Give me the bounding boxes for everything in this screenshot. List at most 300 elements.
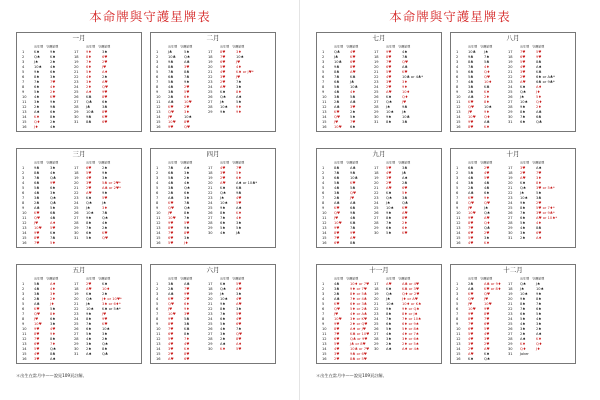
guardian-card: 8♠ <box>50 115 56 119</box>
guardian-card: J♦ <box>50 302 55 306</box>
guardian-card: K♣ <box>484 85 490 89</box>
guardian-card: K♦ <box>484 241 490 245</box>
day: 10 <box>22 211 27 215</box>
guardian-card: 9♦ <box>484 196 490 200</box>
guardian-card: 2♠ <box>102 166 108 170</box>
column-header <box>386 160 410 165</box>
day: 27 <box>208 216 213 220</box>
guardian-card: 2♠ <box>536 327 542 331</box>
day: 26 <box>508 327 513 331</box>
day: 8 <box>22 85 25 89</box>
guardian-card: 5♠ <box>350 115 356 119</box>
day: 29 <box>208 226 213 230</box>
day: 18 <box>208 171 213 175</box>
day: 10 <box>156 95 161 99</box>
guardian-card: A♣ <box>350 166 356 170</box>
birth-card: 3♥ <box>220 171 226 175</box>
day: 7 <box>22 80 25 84</box>
table-row <box>151 241 276 246</box>
table-row <box>451 241 576 246</box>
guardian-card: K♦ <box>484 90 490 94</box>
day: 6 <box>456 191 459 195</box>
day: 17 <box>208 166 213 170</box>
day: 19 <box>208 60 213 64</box>
day: 1 <box>156 166 159 170</box>
guardian-card: Q♣ <box>536 120 543 124</box>
page-title: 本命牌與守護星牌表 <box>389 9 511 24</box>
birth-card: 8♥ <box>468 317 474 321</box>
birth-card: K♥ <box>168 201 174 205</box>
guardian-card: 6♥ <box>484 322 490 326</box>
birth-card: 10♣ <box>86 110 94 114</box>
birth-card: 4♣ <box>468 176 474 180</box>
day: 1 <box>156 282 159 286</box>
day: 25 <box>374 206 379 210</box>
day: 24 <box>74 201 79 205</box>
day: 23 <box>208 312 213 316</box>
birth-card: Q♦ <box>520 347 527 351</box>
birth-card: 8♥ <box>220 50 226 54</box>
guardian-card: 9♣ <box>402 105 408 109</box>
day: 26 <box>374 327 379 331</box>
guardian-card: 3♥ <box>184 65 190 69</box>
day: 9 <box>322 90 325 94</box>
birth-card: 4♣ <box>168 181 174 185</box>
col-guard-header: 守護星牌 <box>232 44 245 49</box>
day: 10 <box>156 327 161 331</box>
birth-card: 5♥ <box>334 342 340 346</box>
day: 1 <box>322 166 325 170</box>
guardian-card: 2♠ <box>102 75 108 79</box>
birth-card: 8♠ <box>220 211 226 215</box>
birth-card: 9♠ <box>520 297 526 301</box>
guardian-card: A♦ or J♥ <box>350 327 366 331</box>
day: 20 <box>374 297 379 301</box>
guardian-card: 6♥ <box>102 55 108 59</box>
day: 15 <box>22 236 27 240</box>
guardian-card: 10♣ or 7♥ <box>350 347 370 351</box>
birth-card: 6♠ <box>86 327 92 331</box>
column-header <box>168 276 192 281</box>
birth-card: 6♠ <box>386 226 392 230</box>
birth-card: 5♣ <box>468 75 474 79</box>
guardian-card: 4♠ <box>50 125 56 129</box>
guardian-card: 7♣ <box>50 236 56 240</box>
day: 14 <box>456 347 461 351</box>
birth-card: K♣ <box>86 95 92 99</box>
guardian-card: 4♣ <box>484 186 490 190</box>
day: 9 <box>456 206 459 210</box>
birth-card: Q♥ <box>168 206 175 210</box>
birth-card: 6♣ <box>334 80 340 84</box>
guardian-card: 9♦ <box>50 332 56 336</box>
birth-card: 8♣ <box>468 60 474 64</box>
day: 9 <box>22 206 25 210</box>
month-name: 十二月 <box>503 266 523 274</box>
birth-card: 10♠ <box>520 196 528 200</box>
guardian-card: 3♠ <box>50 322 56 326</box>
day: 5 <box>22 186 25 190</box>
birth-card: 2♣ <box>468 90 474 94</box>
guardian-card: 4♥ <box>236 196 242 200</box>
guardian-card: J♠ <box>102 201 107 205</box>
birth-card: 10♠ <box>86 211 94 215</box>
guardian-card: A♣ <box>184 60 190 64</box>
day: 11 <box>156 332 161 336</box>
day: 30 <box>508 347 513 351</box>
guardian-card: 8♦ or 5♣ <box>350 292 367 296</box>
guardian-card: A♣ <box>484 120 490 124</box>
birth-card: 2♥ <box>386 85 392 89</box>
guardian-card: 2♦ or 5♠ <box>402 342 419 346</box>
guardian-card: Q♦ <box>536 342 543 346</box>
day: 21 <box>374 70 379 74</box>
day: 28 <box>374 337 379 341</box>
guardian-card: 6♣ <box>50 211 56 215</box>
day: 23 <box>208 196 213 200</box>
col-birth-header: 出生牌 <box>334 44 344 49</box>
guardian-card: 3♣ <box>402 120 408 124</box>
column-header <box>468 276 492 281</box>
day: 12 <box>156 221 161 225</box>
guardian-card: 6♣ or 9♣* <box>536 80 555 84</box>
guardian-card: 8♦ <box>50 312 56 316</box>
birth-card: 2♠ <box>520 332 526 336</box>
birth-card: 6♣ <box>168 171 174 175</box>
guardian-card: 6♠ or A♣* <box>536 75 555 79</box>
birth-card: 9♥ <box>386 50 392 54</box>
guardian-card: 6♠ <box>50 186 56 190</box>
day: 25 <box>74 206 79 210</box>
guardian-card: J♦ or A♥ <box>402 297 418 301</box>
guardian-card: 3♠ <box>50 75 56 79</box>
guardian-card: Q♥ <box>102 85 109 89</box>
birth-card: 4♥ <box>468 337 474 341</box>
birth-card: A♣ <box>168 100 174 104</box>
birth-card: 4♠ <box>386 332 392 336</box>
birth-card: 9♥ <box>334 322 340 326</box>
guardian-card: 4♣ <box>484 181 490 185</box>
day: 2 <box>156 287 159 291</box>
day: 20 <box>508 181 513 185</box>
day: 25 <box>508 322 513 326</box>
birth-card: 10♠ <box>386 302 394 306</box>
table-rows <box>17 50 142 130</box>
day: 13 <box>22 226 27 230</box>
birth-card: 10♠ <box>520 292 528 296</box>
col-birth-header: 出生牌 <box>334 276 344 281</box>
birth-card: 9♠ <box>86 216 92 220</box>
guardian-card: Q♥ <box>350 191 357 195</box>
guardian-card: Q♣ or 9♥ <box>350 337 368 341</box>
day: 2 <box>22 171 25 175</box>
column-header <box>34 276 58 281</box>
day: 25 <box>208 90 213 94</box>
guardian-card: 3♦ <box>184 110 190 114</box>
birth-card: 3♣ <box>334 191 340 195</box>
table-rows <box>17 282 142 362</box>
birth-card: 5♣ <box>468 171 474 175</box>
guardian-card: A♥ <box>102 80 108 84</box>
day: 2 <box>22 287 25 291</box>
guardian-card: 4♥ <box>50 327 56 331</box>
guardian-card: 9♣ <box>50 105 56 109</box>
guardian-card: 5♠ <box>50 307 56 311</box>
day: 6 <box>22 75 25 79</box>
birth-card: 8♠ <box>520 206 526 210</box>
guardian-card: 5♥ <box>236 347 242 351</box>
guardian-card: 6♣ <box>536 115 542 119</box>
birth-card: J♥ <box>34 317 39 321</box>
day: 6 <box>322 75 325 79</box>
birth-card: 2♥ <box>86 282 92 286</box>
birth-card: 6♣ <box>34 181 40 185</box>
birth-card: 4♣ <box>34 287 40 291</box>
guardian-card: Q♠ <box>102 216 109 220</box>
guardian-card: 4♣ <box>350 216 356 220</box>
guardian-card: K♣ <box>236 186 242 190</box>
guardian-card: 2♣ <box>402 181 408 185</box>
guardian-card: 5♥ <box>236 282 242 286</box>
guardian-card: 4♥ <box>350 50 356 54</box>
birth-card: 6♥ <box>468 231 474 235</box>
month-table <box>16 32 142 132</box>
month-name: 四月 <box>206 150 220 158</box>
guardian-card: K♥ <box>402 231 408 235</box>
day: 27 <box>74 100 79 104</box>
birth-card: J♥ <box>168 115 173 119</box>
guardian-card: Q♠ <box>50 196 57 200</box>
guardian-card: 6♦ <box>236 176 242 180</box>
month-name: 八月 <box>506 34 520 42</box>
birth-card: J♥ <box>168 307 173 311</box>
day: 9 <box>156 322 159 326</box>
day: 7 <box>322 196 325 200</box>
guardian-card: 7♠ <box>484 55 490 59</box>
day: 14 <box>156 115 161 119</box>
guardian-card: J♣ <box>350 80 355 84</box>
day: 10 <box>456 95 461 99</box>
day: 23 <box>74 80 79 84</box>
birth-card: 6♥ <box>168 332 174 336</box>
day: 23 <box>374 80 379 84</box>
day: 11 <box>156 100 161 104</box>
column-header <box>386 44 410 49</box>
birth-card: A♠ <box>34 110 40 114</box>
birth-card: 8♣ <box>86 120 92 124</box>
guardian-card: 5♠ <box>236 226 242 230</box>
guardian-card: 5♣ <box>184 317 190 321</box>
day: 27 <box>74 332 79 336</box>
birth-card: 3♣ <box>334 287 340 291</box>
day: 21 <box>74 70 79 74</box>
guardian-card: 4♦ or 7♠ <box>402 332 419 336</box>
day: 26 <box>374 95 379 99</box>
day: 15 <box>322 120 327 124</box>
day: 4 <box>322 181 325 185</box>
birth-card: 2♣ <box>468 186 474 190</box>
day: 13 <box>156 110 161 114</box>
guardian-card: 5♥ or 7♦* <box>536 206 555 210</box>
day: 20 <box>74 297 79 301</box>
col-guard-header: 守護星牌 <box>480 276 493 281</box>
guardian-card: 6♠ <box>350 125 356 129</box>
birth-card: J♠ <box>86 206 91 210</box>
guardian-card: 9♦ <box>184 307 190 311</box>
guardian-card: 8♠ <box>184 211 190 215</box>
birth-card: 8♦ <box>86 55 92 59</box>
day: 19 <box>74 176 79 180</box>
day: 14 <box>456 115 461 119</box>
birth-card: J♥ <box>468 206 473 210</box>
guardian-card: A♦ <box>102 70 108 74</box>
guardian-card: J♠ <box>484 206 489 210</box>
guardian-card: A♣ or 9♦ <box>484 282 502 286</box>
col-guard-header: 守護星牌 <box>98 160 111 165</box>
guardian-card: 4♥ <box>184 342 190 346</box>
guardian-card: 9♠ <box>184 80 190 84</box>
birth-card: 9♣ <box>86 115 92 119</box>
birth-card: 10♥ <box>168 216 176 220</box>
birth-card: 4♥ <box>468 241 474 245</box>
birth-card: 9♥ <box>468 312 474 316</box>
column-header <box>220 44 244 49</box>
guardian-card: 9♥ <box>50 181 56 185</box>
birth-card: 7♥ <box>34 241 40 245</box>
column-header <box>86 276 110 281</box>
guardian-card: 8♣ <box>536 60 542 64</box>
guardian-card: A♣ <box>350 100 356 104</box>
birth-card: A♦ <box>86 90 92 94</box>
column-header <box>386 276 410 281</box>
birth-card: 5♣ <box>334 85 340 89</box>
day: 11 <box>322 216 327 220</box>
birth-card: A♣ <box>34 206 40 210</box>
guardian-card: 7♠ <box>236 327 242 331</box>
day: 17 <box>208 50 213 54</box>
day: 2 <box>22 55 25 59</box>
col-birth-header: 出生牌 <box>520 160 530 165</box>
birth-card: J♥ <box>334 120 339 124</box>
birth-card: A♣ <box>334 297 340 301</box>
guardian-card: 9♦ or 7♥ <box>350 287 367 291</box>
day: 10 <box>22 327 27 331</box>
birth-card: 3♠ <box>386 337 392 341</box>
birth-card: Q♥ <box>468 201 475 205</box>
birth-card: 2♥ <box>468 347 474 351</box>
birth-card: 8♠ <box>386 312 392 316</box>
day: 27 <box>208 100 213 104</box>
day: 4 <box>456 181 459 185</box>
guardian-card: 9♣ <box>350 171 356 175</box>
col-birth-header: 出生牌 <box>468 276 478 281</box>
table-row <box>17 357 142 362</box>
guardian-card: A♣ <box>536 110 542 114</box>
guardian-card: Q♥ <box>484 201 491 205</box>
birth-card: 2♣ <box>468 282 474 286</box>
day: 20 <box>374 181 379 185</box>
guardian-card: J♦ or 10♥* <box>102 297 122 301</box>
day: 25 <box>508 206 513 210</box>
guardian-card: 10♦ <box>102 287 110 291</box>
birth-card: 9♥ <box>168 317 174 321</box>
guardian-card: J♣ <box>402 171 407 175</box>
birth-card: 3♠ <box>220 332 226 336</box>
guardian-card: J♥ <box>402 100 407 104</box>
guardian-card: 3♣ <box>184 322 190 326</box>
guardian-card: 8♥ <box>484 312 490 316</box>
guardian-card: 3♦ <box>536 176 542 180</box>
guardian-card: 7♦ or 4♣ <box>350 297 367 301</box>
birth-card: K♥ <box>468 100 474 104</box>
day: 5 <box>22 302 25 306</box>
birth-card: 6♠ <box>86 231 92 235</box>
birth-card: 6♠ <box>220 317 226 321</box>
birth-card: 2♥ <box>520 171 526 175</box>
guardian-card: 6♠ <box>102 100 108 104</box>
day: 3 <box>322 176 325 180</box>
day: 12 <box>456 105 461 109</box>
guardian-card: 5♣ <box>484 60 490 64</box>
column-header <box>34 44 58 49</box>
column-header <box>520 44 544 49</box>
col-guard-header: 守護星牌 <box>532 276 545 281</box>
table-row <box>451 357 576 362</box>
day: 9 <box>322 322 325 326</box>
day: 21 <box>508 302 513 306</box>
day: 14 <box>156 347 161 351</box>
guardian-card: 3♦ <box>236 50 242 54</box>
guardian-card: K♦ <box>184 347 190 351</box>
day: 29 <box>208 110 213 114</box>
birth-card: A♥ <box>220 181 226 185</box>
guardian-card: 7♣ <box>184 75 190 79</box>
day: 7 <box>156 312 159 316</box>
month-table <box>316 264 442 364</box>
guardian-card: A♥ or 10♠* <box>536 216 558 220</box>
day: 3 <box>22 176 25 180</box>
birth-card: K♦ <box>520 342 526 346</box>
birth-card: 5♥ <box>468 236 474 240</box>
birth-card: 9♠ <box>220 110 226 114</box>
guardian-card: 3♠ <box>184 171 190 175</box>
birth-card: 8♠ <box>386 216 392 220</box>
col-guard-header: 守護星牌 <box>180 276 193 281</box>
birth-card: 5♠ <box>386 231 392 235</box>
day: 28 <box>508 337 513 341</box>
guardian-card: 4♦ <box>50 85 56 89</box>
guardian-card: 8♠ <box>102 347 108 351</box>
guardian-card: K♠ or 5♠* <box>102 307 121 311</box>
day: 31 <box>74 120 79 124</box>
guardian-card: 3♠ <box>484 236 490 240</box>
day: 21 <box>508 70 513 74</box>
day: 7 <box>456 312 459 316</box>
day: 24 <box>374 317 379 321</box>
day: 22 <box>374 75 379 79</box>
birth-card: K♠ <box>386 287 392 291</box>
day: 19 <box>508 60 513 64</box>
birth-card: Q♥ <box>334 211 341 215</box>
guardian-card: Q♠ <box>50 347 57 351</box>
guardian-card: 7♠ <box>536 302 542 306</box>
day: 27 <box>208 332 213 336</box>
guardian-card: K♥ <box>102 115 108 119</box>
day: 6 <box>22 191 25 195</box>
col-birth-header: 出生牌 <box>86 44 96 49</box>
birth-card: 5♠ <box>220 226 226 230</box>
birth-card: Q♥ <box>34 216 41 220</box>
